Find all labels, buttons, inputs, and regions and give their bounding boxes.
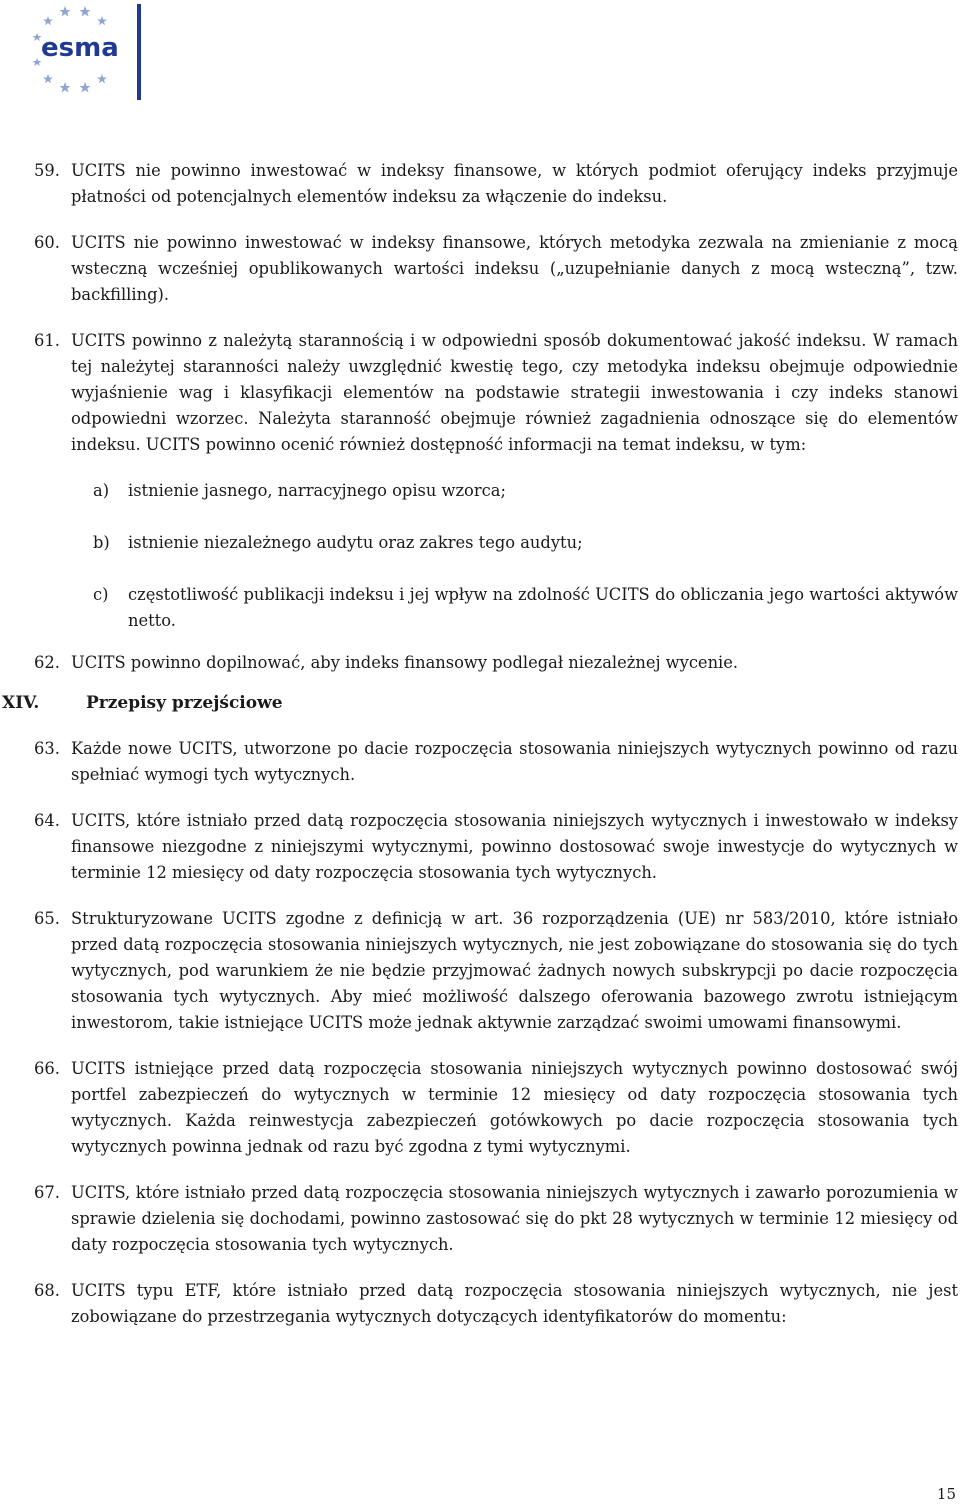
paragraph-text: UCITS nie powinno inwestować w indeksy finansowe, których metodyka zezwala na zmienianie z mocą wsteczną wcześniej opublikowanych wartości indeksu („uzupełnianie danych z mocą wsteczną”, tzw. backfilling).: [71, 233, 958, 304]
paragraph-text: UCITS powinno z należytą starannością i w odpowiedni sposób dokumentować jakość indeksu. W ramach tej należytej staranności należy uwzględnić kwestię tego, czy metodyka indeksu obejmuje odpowiednie wyjaśnienie wag i klasyfikacji elementów na podstawie strategii inwestowania i czy indeks stanowi odpowiedni wzorzec. Należyta staranność obejmuje również zagadnienia odnoszące się do elementów indeksu. UCITS powinno ocenić również dostępność informacji na temat indeksu, w tym:: [71, 331, 958, 454]
list-item: [93, 582, 958, 634]
paragraph-text: UCITS typu ETF, które istniało przed datą rozpoczęcia stosowania niniejszych wytycznych, nie jest zobowiązane do przestrzegania wytycznych dotyczących identyfikatorów do momentu:: [71, 1281, 958, 1326]
paragraph-text: UCITS istniejące przed datą rozpoczęcia stosowania niniejszych wytycznych powinno dostosować swój portfel zabezpieczeń do wytycznych w terminie 12 miesięcy od daty rozpoczęcia stosowania tych wytycznych. Każda reinwestycja zabezpieczeń gotówkowych po dacie rozpoczęcia stosowania tych wytycznych powinna jednak od razu być zgodna z tymi wytycznymi.: [71, 1059, 958, 1156]
list-letter: a): [93, 481, 110, 500]
paragraph-65: [34, 906, 958, 1036]
paragraph-number: 64.: [34, 811, 60, 830]
paragraph-text: UCITS, które istniało przed datą rozpoczęcia stosowania niniejszych wytycznych i zawarło porozumienia w sprawie dzielenia się dochodami, powinno zastosować się do pkt 28 wytycznych w terminie 12 miesięcy od daty rozpoczęcia stosowania tych wytycznych.: [71, 1183, 958, 1254]
list-letter: c): [93, 585, 109, 604]
paragraph-text: UCITS, które istniało przed datą rozpoczęcia stosowania niniejszych wytycznych i inwestowało w indeksy finansowe niezgodne z niniejszymi wytycznymi, powinno dostosować swoje inwestycje do wytycznych w terminie 12 miesięcy od daty rozpoczęcia stosowania tych wytycznych.: [71, 811, 958, 882]
paragraph-62: [34, 650, 958, 676]
logo-divider: [137, 4, 141, 100]
paragraph-68: [34, 1278, 958, 1330]
paragraph-text: Każde nowe UCITS, utworzone po dacie rozpoczęcia stosowania niniejszych wytycznych powinno od razu spełniać wymogi tych wytycznych.: [71, 739, 958, 784]
paragraph-59: [34, 158, 958, 210]
paragraph-number: 62.: [34, 653, 60, 672]
logo-text: esma: [41, 33, 119, 63]
paragraph-64: [34, 808, 958, 886]
paragraph-60: [34, 230, 958, 308]
paragraph-number: 68.: [34, 1281, 60, 1300]
paragraph-number: 59.: [34, 161, 60, 180]
criteria-list: [34, 478, 958, 634]
list-item: [93, 530, 958, 556]
section-title: Przepisy przejściowe: [86, 693, 283, 713]
esma-logo: [10, 0, 142, 100]
paragraph-number: 63.: [34, 739, 60, 758]
list-item: [93, 478, 958, 504]
section-heading: [0, 690, 958, 716]
paragraph-text: UCITS powinno dopilnować, aby indeks finansowy podlegał niezależnej wycenie.: [71, 653, 739, 672]
paragraph-number: 65.: [34, 909, 60, 928]
section-number: XIV.: [2, 693, 40, 713]
paragraph-text: UCITS nie powinno inwestować w indeksy finansowe, w których podmiot oferujący indeks przyjmuje płatności od potencjalnych elementów indeksu za włączenie do indeksu.: [71, 161, 958, 206]
paragraph-number: 61.: [34, 331, 60, 350]
paragraph-67: [34, 1180, 958, 1258]
list-text: istnienie jasnego, narracyjnego opisu wzorca;: [128, 481, 506, 500]
page-number: 15: [936, 1485, 956, 1503]
list-text: istnienie niezależnego audytu oraz zakres tego audytu;: [128, 533, 583, 552]
list-letter: b): [93, 533, 110, 552]
document-body: [2, 158, 958, 1350]
paragraph-61: [34, 328, 958, 458]
paragraph-66: [34, 1056, 958, 1160]
paragraph-text: Strukturyzowane UCITS zgodne z definicją w art. 36 rozporządzenia (UE) nr 583/2010, które istniało przed datą rozpoczęcia stosowania niniejszych wytycznych, nie jest zobowiązane do stosowania się do tych wytycznych, pod warunkiem że nie będzie przyjmować żadnych nowych subskrypcji po dacie rozpoczęcia stosowania tych wytycznych. Aby mieć możliwość dalszego oferowania bazowego zwrotu istniejącym inwestorom, takie istniejące UCITS może jednak aktywnie zarządzać swoimi umowami finansowymi.: [71, 909, 958, 1032]
paragraph-number: 66.: [34, 1059, 60, 1078]
list-text: częstotliwość publikacji indeksu i jej wpływ na zdolność UCITS do obliczania jego wartości aktywów netto.: [128, 585, 958, 630]
paragraph-number: 60.: [34, 233, 60, 252]
paragraph-number: 67.: [34, 1183, 60, 1202]
paragraph-63: [34, 736, 958, 788]
